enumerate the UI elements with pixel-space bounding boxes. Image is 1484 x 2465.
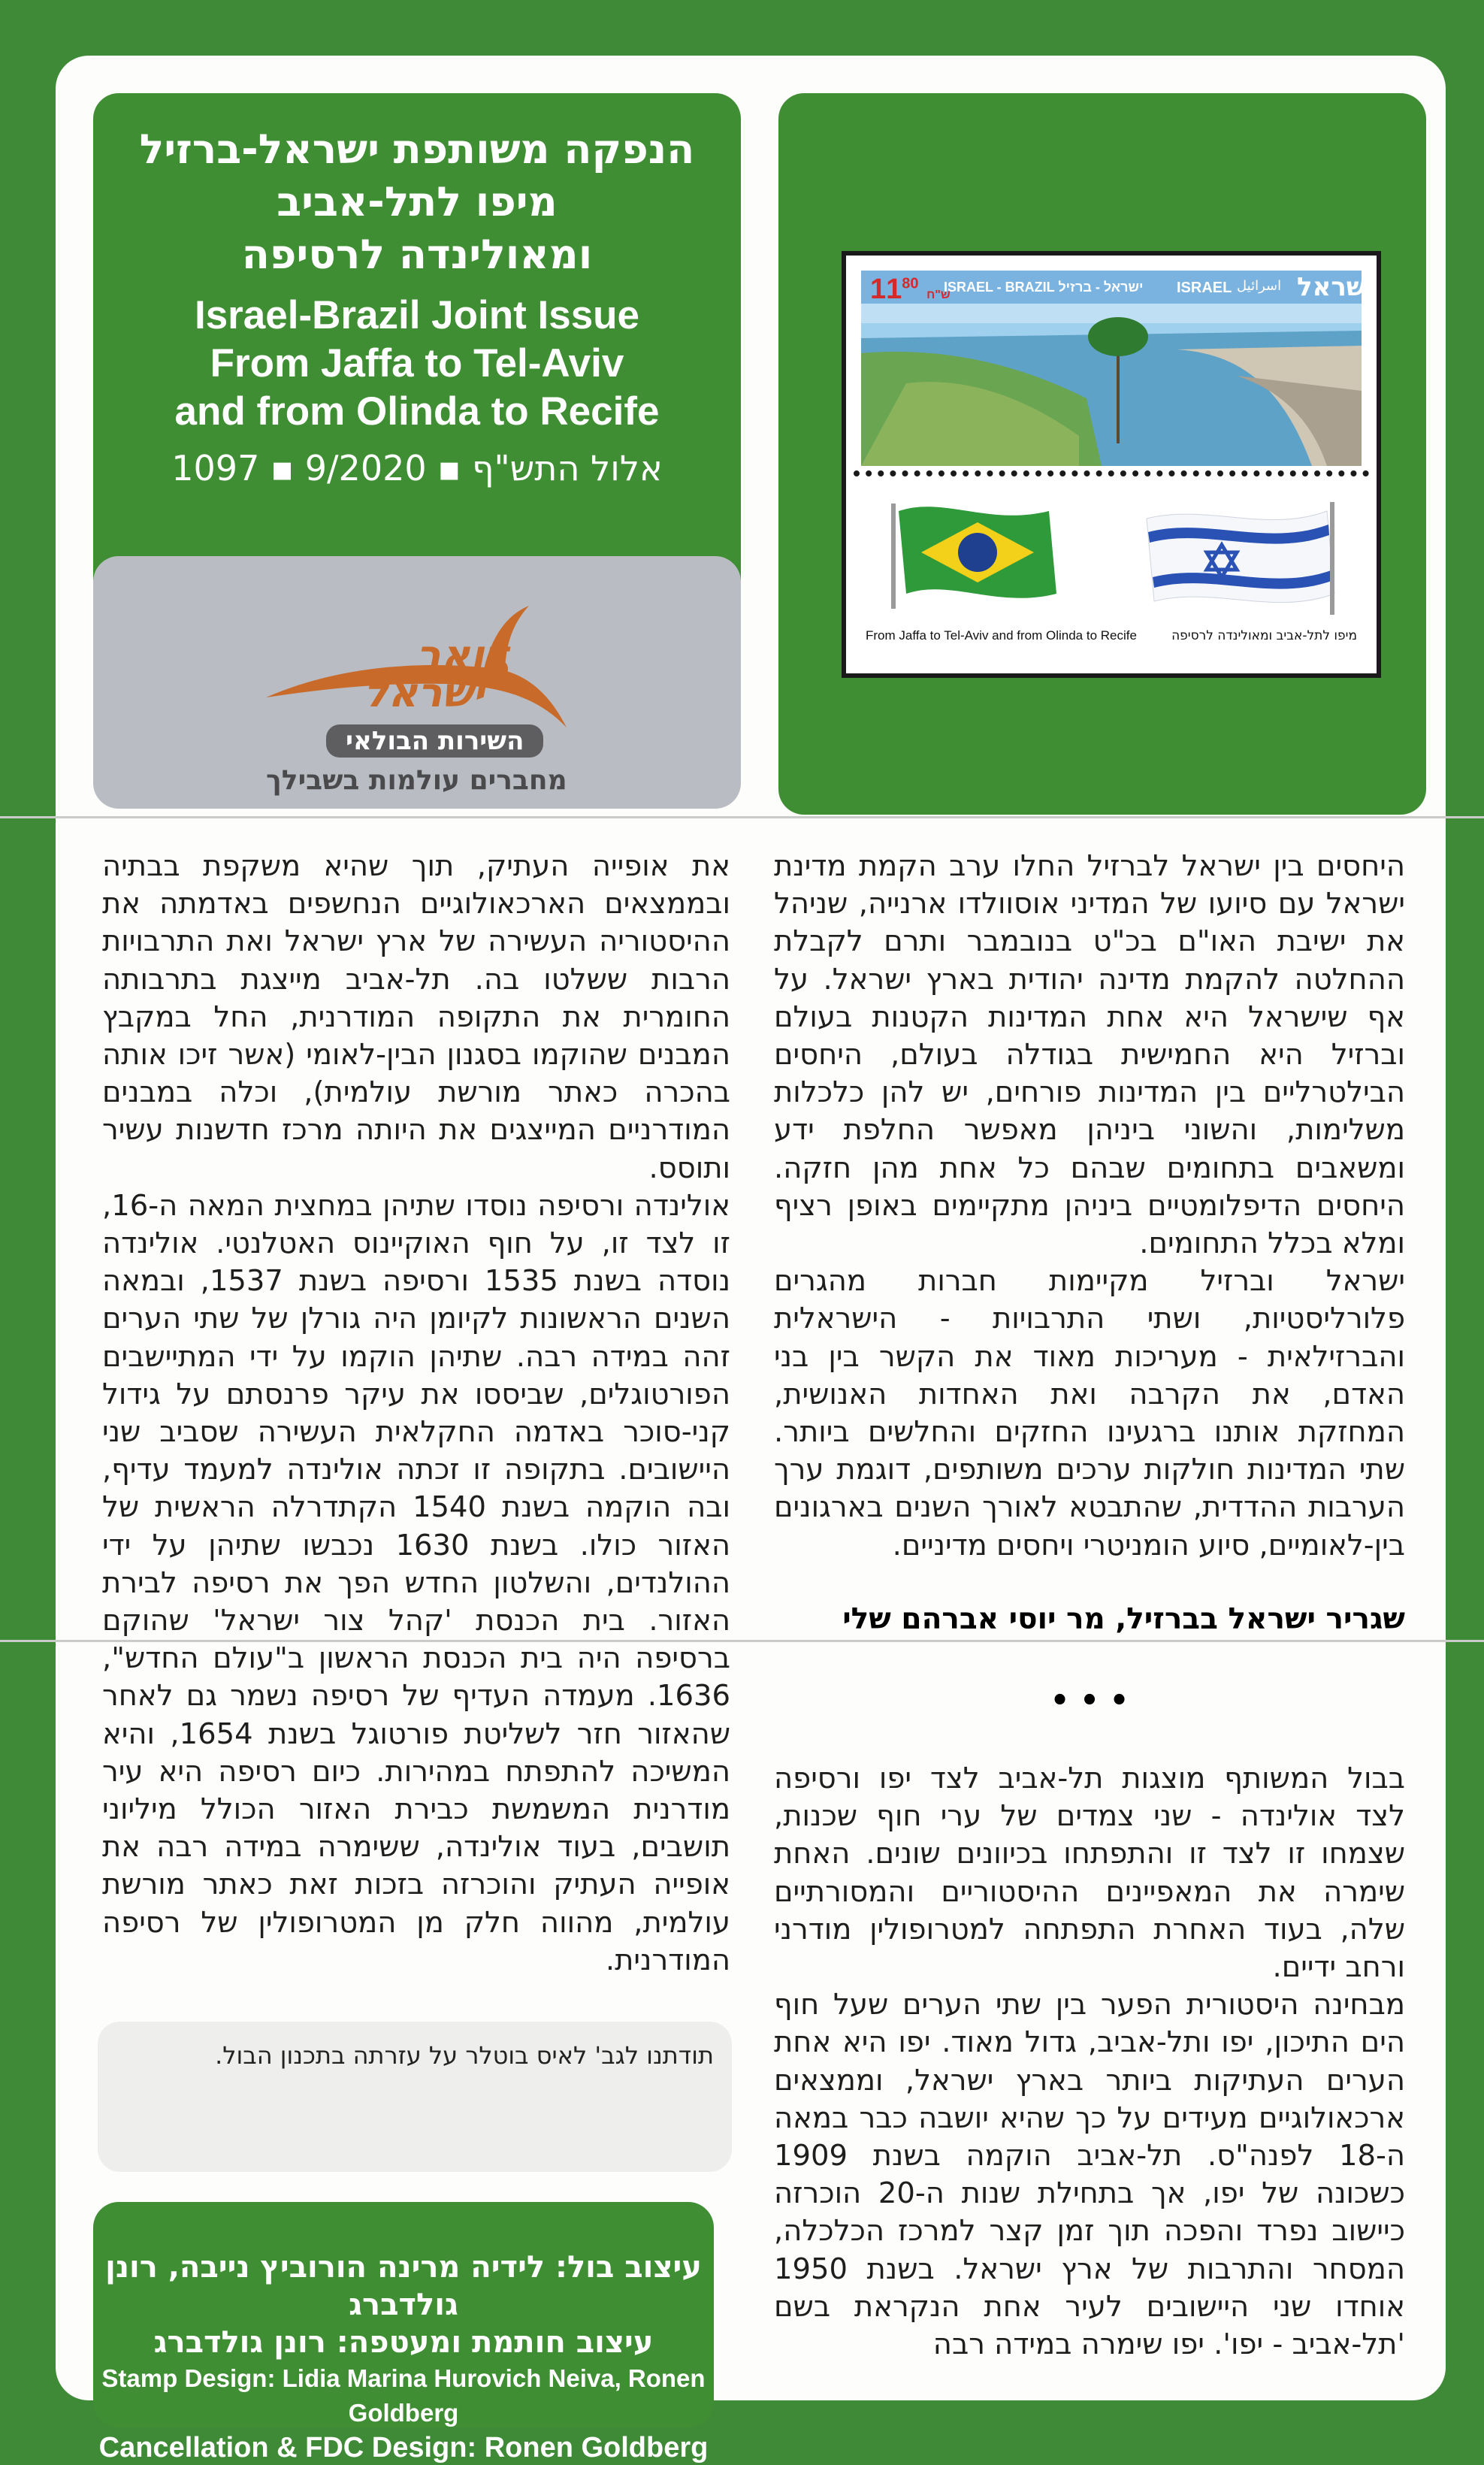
credit-en-line1: Stamp Design: Lidia Marina Hurovich Neiva, Ronen Goldberg [101, 2364, 706, 2427]
tab-caption-he: מיפו לתל-אביב ומאולינדה לרסיפה [1171, 628, 1357, 643]
stamp-value [870, 274, 951, 306]
tab-caption-en: From Jaffa to Tel-Aviv and from Olinda to Recife [866, 628, 1137, 643]
stamp-value-integer: 11 [870, 274, 902, 305]
issue-date-line [93, 448, 741, 488]
stamp-currency: ש"ח [926, 289, 951, 301]
logo-tagline: מחברים עולמות בשבילך [266, 765, 567, 796]
title-he-line2: מיפו לתל-אביב [277, 178, 558, 225]
brazil-flag-icon [891, 504, 1056, 609]
flags-illustration [861, 481, 1362, 624]
stamp-country-en: ISRAEL [1177, 280, 1232, 296]
ambassador-signature: שגריר ישראל בברזיל, מר יוסי אברהם שלי [842, 1602, 1405, 1636]
title-en-line3: and from Olinda to Recife [174, 389, 660, 434]
stamp-country-ar: اسرائيل [1237, 278, 1282, 294]
right-column-text-lower [774, 1760, 1405, 2361]
stamp-value-decimal: 80 [902, 275, 919, 292]
title-he-line1: הנפקה משותפת ישראל-ברזיל [139, 126, 695, 173]
credit-en-line2: Cancellation & FDC Design: Ronen Goldberg [98, 2432, 709, 2463]
bullet-separator: ▪ [437, 448, 473, 488]
paragraph: היחסים בין ישראל לברזיל החלו ערב הקמת מדינת ישראל עם סיועו של המדיני אוסוולדו ארנייה, שניהל את ישיבת האו"ם בכ"ט בנובמבר ותרם לקבלת ההחלטה להקמת מדינה יהודית בארץ ישראל. על אף שישראל היא אחת המדינות הקטנות בעולם וברזיל היא החמישית בגודלה בעולם, היחסים הבילטרליים בין המדינות פורחים, יש להן כלכלות משלימות, והשוני ביניהן מאפשר החלפת ידע ומשאבים בתחומים שבהם כל אחת מהן חזקה. היחסים הדיפלומטיים ביניהן מתקיימים באופן רציף ומלא בכלל התחומים. [774, 849, 1405, 1261]
title-en-line1: Israel-Brazil Joint Issue [194, 293, 640, 337]
hebrew-date: אלול התש"ף [472, 448, 663, 488]
bullet-separator: ▪ [270, 448, 305, 488]
title-en-line2: From Jaffa to Tel-Aviv [210, 341, 624, 386]
brand-line2: ישראל [364, 669, 485, 716]
title-he-line3: ומאולינדה לרסיפה [241, 231, 593, 278]
fold-line [0, 816, 1484, 818]
perforation-line [854, 470, 1369, 476]
credit-he-line2: עיצוב חותמת ומעטפה: רונן גולדברג [153, 2325, 654, 2360]
israel-flag-icon [1147, 502, 1334, 615]
section-separator: • • • [1050, 1683, 1129, 1718]
stamp-tab [861, 481, 1362, 658]
stamp-country-he: ישראל [1297, 272, 1374, 302]
paragraph: מבחינה היסטורית הפער בין שתי הערים שעל חוף הים התיכון, יפו ותל-אביב, גדול מאוד. יפו היא אחת הערים העתיקות ביותר בארץ ישראל, וממצאים ארכאולוגיים מעידים על כך שהיא יושבה כבר במאה ה-18 לפנה"ס. תל-אביב הוקמה בשנת 1909 כשכונה של יפו, אך בתחילת שנות ה-20 הוכרזה כיישוב נפרד והפכה תוך זמן קצר למרכז הכלכלה, המסחר והתרבות של ארץ ישראל. בשנת 1950 אוחדו שני היישובים לעיר אחת הנקראת בשם 'תל-אביב - יפו'. יפו שימרה במידה רבה [774, 1988, 1405, 2362]
israel-post-logo-card [93, 556, 741, 809]
credit-he-line1: עיצוב בול: לידיה מרינה הורוביץ נייבה, רונן גולדברג [105, 2250, 702, 2322]
title-card [93, 93, 741, 604]
paragraph: את אופייה העתיק, תוך שהיא משקפת בבתיה ובממצאים הארכאולוגיים הנחשפים באדמתה את ההיסטוריה העשירה של ארץ ישראל ואת התרבויות הרבות ששלטו בה. תל-אביב מייצגת בתרבותה החומרית את התקופה המודרנית, החל במקבץ המבנים שהוקמו בסגנון הבין-לאומי (אשר זיכו אותה בהכרה כאתר מורשת עולמית), וכלה במבנים המודרניים המייצגים את היותה מרכז חדשנות עשיר ותוסס. [102, 849, 730, 1185]
paragraph: אולינדה ורסיפה נוסדו שתיהן במחצית המאה ה-16, זו לצד זו, על חוף האוקיינוס האטלנטי. אולינדה נוסדה בשנת 1535 ורסיפה בשנת 1537, ובמאה השנים הראשונות לקיומן היה גורלן של שתי הערים זהה במידה רבה. שתיהן הוקמו על ידי המתיישבים הפורטוגלים, שביססו את עיקר פרנסתם על גידול קני-סוכר באדמה החקלאית העשירה שסביב שני היישובים. בתקופה זו זכתה אולינדה למעמד עדיף, ובה הוקמה בשנת 1540 הקתדרלה הראשית של האזור כולו. בשנת 1630 נכבשו שתיהן על ידי ההולנדים, והשלטון החדש הפך את רסיפה לבירת האזור. בית הכנסת 'קהל צור ישראל' שהוקם ברסיפה היה בית הכנסת הראשון ב"עולם החדש", 1636. מעמדה העדיף של רסיפה נשמר גם לאחר שהאזור חזר לשליטת פורטוגל בשנת 1654, והיא המשיכה להתפתח במהירות. כיום רסיפה היא עיר מודרנית המשמשת כבירת האזור הכולל מיליוני תושבים, בעוד אולינדה, ששימרה במידה רבה את אופייה העתיק והוכרזה בזכות זאת כאתר מורשת עולמית, מהווה חלק מן המטרופולין של רסיפה המודרנית. [102, 1188, 731, 1977]
stamp-sheetlet [846, 256, 1377, 673]
issue-number: 1097 [171, 448, 260, 488]
brand-line1: דואר [416, 631, 509, 679]
service-badge: השירות הבולאי [326, 724, 543, 758]
paragraph: בבול המשותף מוצגות תל-אביב לצד יפו ורסיפה לצד אולינדה - שני צמדים של ערי חוף שכנות, שצמחו זו לצד זו והתפתחו בכיוונים שונים. האחת שימרה את המאפיינים ההיסטוריים והמסורתיים שלה, בעוד האחרת התפתחה למטרופולין מודרני ורחב ידיים. [774, 1762, 1405, 1985]
thanks-note: תודתנו לגב' לאיס בוטלר על עזרתה בתכנון הבול. [215, 2041, 714, 2070]
credits-card [93, 2202, 714, 2463]
stamp-image [861, 271, 1374, 466]
paragraph: ישראל וברזיל מקיימות חברות מהגרים פלורליסטיות, ושתי התרבויות - הישראלית והברזילאית - מעריכות מאוד את הקשר בין בני האדם, את הקרבה ואת האחדות האנושית, המחזקת אותנו ברגעינו החזקים והחלשים ביותר. שתי המדינות חולקות ערכים משותפים, דוגמת ערך הערבות ההדדית, שהתבטא לאורך השנים בארגונים בין-לאומיים, סיוע הומניטרי ויחסים מדיניים. [774, 1264, 1405, 1562]
stamp-header-pair: ISRAEL - BRAZIL ישראל - ברזיל [944, 280, 1144, 295]
left-column-text [102, 848, 730, 1990]
issue-date: 9/2020 [304, 448, 427, 488]
thanks-panel [98, 2022, 732, 2172]
right-column-text [774, 848, 1405, 1599]
